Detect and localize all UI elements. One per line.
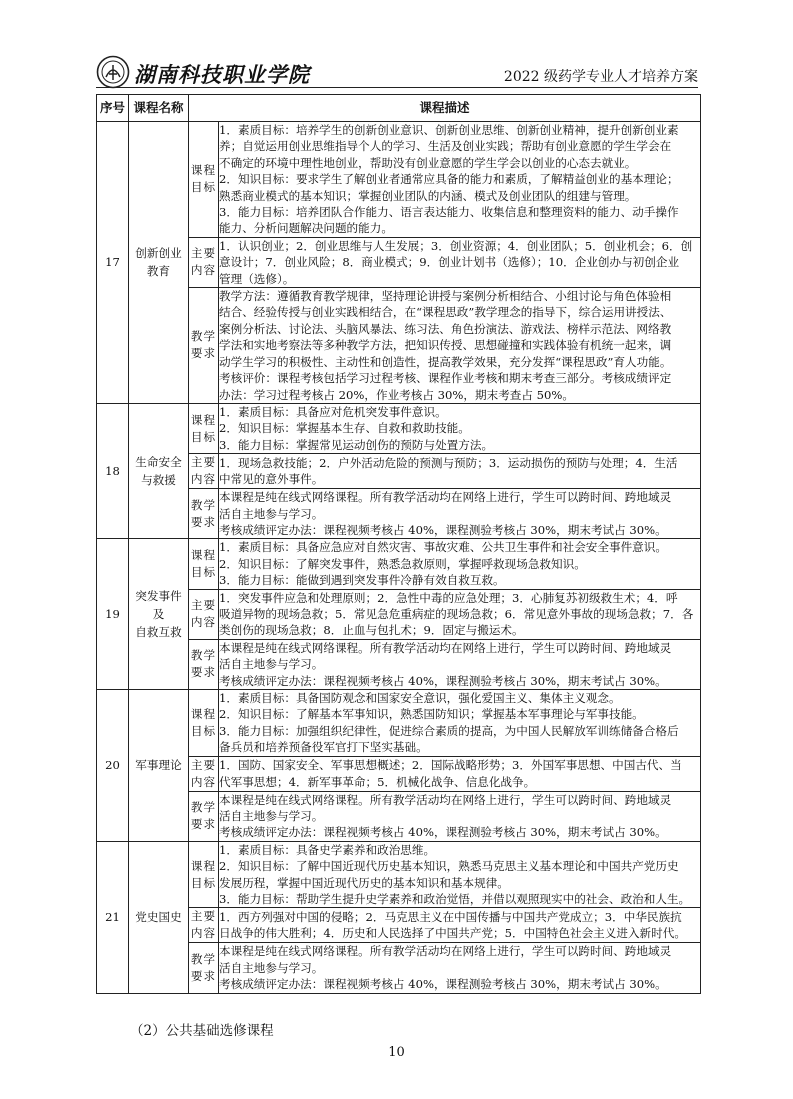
- section-label-line: 目标: [190, 180, 217, 195]
- section-label-line: 课程: [190, 858, 217, 873]
- description-line: 考核成绩评定办法：课程视频考核占 40%，课程测验考核占 30%，期末考试占 30%。: [219, 522, 667, 537]
- section-label-line: 要求: [190, 665, 217, 680]
- description-line: 发展历程，掌握中国近现代历史的基本知识和基本规律。: [219, 875, 509, 890]
- section-label-line: 主要: [190, 757, 217, 772]
- header-course-name: 课程名称: [129, 95, 189, 122]
- section-label: [189, 756, 219, 791]
- section-label: [189, 489, 219, 539]
- description-line: 活自主地参与学习。: [219, 960, 324, 975]
- description-line: 备兵员和培养预备役军官打下坚实基础。: [219, 740, 428, 755]
- course-name-line: 党史国史: [135, 910, 182, 925]
- section-description: [219, 489, 701, 539]
- section-label-line: 目标: [190, 429, 217, 444]
- description-line: 管理（选修）。: [219, 271, 295, 286]
- school-name: 湖南科技职业学院: [134, 62, 310, 87]
- section-label: [189, 639, 219, 689]
- description-line: 教学方法：遵循教育教学规律，坚持理论讲授与案例分析相结合、小组讨论与角色体验相: [219, 289, 672, 304]
- course-name: [129, 690, 189, 842]
- course-name-line: 生命安全: [135, 455, 182, 470]
- description-line: 2．知识目标：了解中国近现代历史基本知识，熟悉马克思主义基本理论和中国共产党历史: [219, 859, 679, 874]
- section-description: [219, 237, 701, 287]
- section-label-line: 教学: [190, 648, 217, 663]
- description-line: 案例分析法、讨论法、头脑风暴法、练习法、角色扮演法、游戏法、榜样示范法、网络教: [219, 321, 672, 336]
- description-line: 本课程是纯在线式网络课程。所有教学活动均在网络上进行，学生可以跨时间、跨地域灵: [219, 490, 672, 505]
- description-line: 3．能力目标：掌握常见运动创伤的预防与处置方法。: [219, 437, 494, 452]
- description-line: 1．现场急救技能；2．户外活动危险的预测与预防；3．运动损伤的预防与处理；4．生活: [219, 455, 678, 470]
- description-line: 3．能力目标：加强组织纪律性，促进综合素质的提高，为中国人民解放军训练储备合格后: [219, 723, 679, 738]
- description-line: 代军事思想；4．新军事革命；5．机械化战争、信息化战争。: [219, 774, 536, 789]
- course-name-line: 及: [152, 607, 165, 622]
- section-description: [219, 454, 701, 489]
- page-header: [96, 55, 698, 89]
- description-line: 熟悉商业模式的基本知识；掌握创业团队的内涵、模式及创业团队的组建与管理。: [219, 188, 637, 203]
- course-number: 18: [97, 403, 129, 538]
- course-name-line: 自救互救: [135, 625, 182, 640]
- course-name-line: 突发事件: [135, 589, 182, 604]
- page-number: 10: [388, 1045, 405, 1060]
- course-name: [129, 122, 189, 404]
- description-line: 考核成绩评定办法：课程视频考核占 40%，课程测验考核占 30%，期末考试占 30%。: [219, 825, 667, 840]
- description-line: 1．素质目标：培养学生的创新创业意识、创新创业思维、创新创业精神，提升创新创业素: [219, 123, 679, 137]
- section-label-line: 目标: [190, 875, 217, 890]
- document-title: 2022 级药学专业人才培养方案: [503, 69, 698, 85]
- description-line: 考核成绩评定办法：课程视频考核占 40%，课程测验考核占 30%，期末考试占 30%。: [219, 977, 667, 992]
- course-number: 21: [97, 841, 129, 993]
- section-description: [219, 539, 701, 589]
- description-line: 养；自觉运用创业思维指导个人的学习、生活及创业实践；帮助有创业意愿的学生学会在: [219, 139, 672, 154]
- description-line: 结合、经验传授与创业实践相结合，在“课程思政”教学理念的指导下，综合运用讲授法、: [219, 305, 672, 320]
- description-line: 办法：学习过程考核占 20%，作业考核占 30%，期末考查占 50%。: [219, 387, 575, 402]
- description-line: 日战争的伟大胜利；4．历史和人民选择了中国共产党；5．中国特色社会主义进入新时代。: [219, 926, 686, 941]
- section-label: [189, 841, 219, 908]
- section-description: [219, 908, 701, 943]
- description-line: 3．能力目标：培养团队合作能力、语言表达能力、收集信息和整理资料的能力、动手操作: [219, 205, 679, 220]
- section-label: [189, 454, 219, 489]
- table-row: [97, 403, 701, 453]
- course-number: 17: [97, 122, 129, 404]
- description-line: 3．能力目标：能做到遇到突发事件冷静有效自救互救。: [219, 573, 505, 588]
- section-label-line: 内容: [190, 263, 217, 278]
- section-label-line: 内容: [190, 615, 217, 630]
- course-name: [129, 403, 189, 538]
- table-row: [97, 841, 701, 908]
- section-label: [189, 237, 219, 287]
- section-label-line: 主要: [190, 246, 217, 261]
- section-label-line: 要求: [190, 817, 217, 832]
- section-label-line: 教学: [190, 329, 217, 344]
- section-label-line: 教学: [190, 800, 217, 815]
- section-heading: （2）公共基础选修课程: [130, 1023, 274, 1039]
- course-name-line: 军事理论: [135, 758, 182, 773]
- description-line: 不确定的环境中理性地创业，帮助没有创业意愿的学生学会以创业的心态去就业。: [219, 155, 637, 170]
- table-row: [97, 690, 701, 757]
- section-description: [219, 690, 701, 757]
- section-description: [219, 943, 701, 993]
- course-name-line: 与救援: [141, 473, 176, 488]
- section-label: [189, 943, 219, 993]
- header-num: 序号: [97, 95, 129, 122]
- description-line: 类创伤的现场急救；8．止血与包扎术；9．固定与搬运术。: [219, 623, 524, 638]
- section-label-line: 目标: [190, 564, 217, 579]
- course-name-line: 教育: [146, 264, 171, 279]
- description-line: 1．素质目标：具备应对危机突发事件意识。: [219, 404, 447, 419]
- course-name-line: 创新创业: [135, 246, 182, 261]
- section-label-line: 主要: [190, 909, 217, 924]
- section-label-line: 内容: [190, 926, 217, 941]
- description-line: 能力、分析问题解决问题的能力。: [219, 221, 393, 236]
- section-label-line: 要求: [190, 514, 217, 529]
- section-label: [189, 589, 219, 639]
- section-description: [219, 122, 701, 238]
- section-description: [219, 791, 701, 841]
- table-row: [97, 122, 701, 238]
- description-line: 吸道异物的现场急救；5．常见急危重病症的现场急救；6．常见意外事故的现场急救；7．各: [219, 606, 694, 621]
- description-line: 活自主地参与学习。: [219, 506, 324, 521]
- description-line: 1．国防、国家安全、军事思想概述；2．国际战略形势；3．外国军事思想、中国古代、当: [219, 758, 682, 773]
- section-label-line: 课程: [190, 163, 217, 178]
- section-label-line: 教学: [190, 497, 217, 512]
- description-line: 2．知识目标：了解基本军事知识，熟悉国防知识；掌握基本军事理论与军事技能。: [219, 707, 644, 722]
- description-line: 考核评价：课程考核包括学习过程考核、课程作业考核和期末考查三部分。考核成绩评定: [219, 371, 672, 386]
- description-line: 2．知识目标：了解突发事件，熟悉急救原则，掌握呼救现场急救知识。: [219, 556, 586, 571]
- description-line: 学法和实地考察法等多种教学方法，把知识传授、思想碰撞和实践体验有机统一起来，调: [219, 338, 672, 353]
- section-label-line: 教学: [190, 952, 217, 967]
- section-label: [189, 539, 219, 589]
- course-number: 19: [97, 539, 129, 690]
- section-label: [189, 791, 219, 841]
- section-label: [189, 288, 219, 404]
- course-table: [96, 94, 701, 994]
- description-line: 3．能力目标：帮助学生提升史学素养和政治觉悟，并借以观照现实中的社会、政治和人生。: [219, 892, 691, 907]
- header-course-desc: 课程描述: [189, 95, 701, 122]
- description-line: 1．认识创业；2．创业思维与人生发展；3．创业资源；4．创业团队；5．创业机会；6．创: [219, 238, 693, 253]
- school-logo-icon: [96, 55, 130, 89]
- section-label: [189, 403, 219, 453]
- section-label-line: 课程: [190, 547, 217, 562]
- section-label-line: 要求: [190, 969, 217, 984]
- description-line: 活自主地参与学习。: [219, 657, 324, 672]
- section-description: [219, 589, 701, 639]
- header-divider: [96, 87, 698, 88]
- section-label: [189, 690, 219, 757]
- description-line: 意设计；7．创业风险；8．商业模式；9．创业计划书（选修）；10．企业创办与初创企业: [219, 255, 680, 270]
- course-name: [129, 841, 189, 993]
- table-header-row: [97, 95, 701, 122]
- description-line: 活自主地参与学习。: [219, 809, 324, 824]
- description-line: 2．知识目标：掌握基本生存、自救和救助技能。: [219, 421, 470, 436]
- section-label-line: 主要: [190, 598, 217, 613]
- section-label-line: 要求: [190, 346, 217, 361]
- table-row: [97, 539, 701, 589]
- section-description: [219, 403, 701, 453]
- section-label-line: 内容: [190, 472, 217, 487]
- section-description: [219, 841, 701, 908]
- description-line: 本课程是纯在线式网络课程。所有教学活动均在网络上进行，学生可以跨时间、跨地域灵: [219, 792, 672, 807]
- section-label-line: 目标: [190, 723, 217, 738]
- section-label: [189, 122, 219, 238]
- description-line: 本课程是纯在线式网络课程。所有教学活动均在网络上进行，学生可以跨时间、跨地域灵: [219, 944, 672, 959]
- description-line: 中常见的意外事件。: [219, 472, 324, 487]
- section-label-line: 课程: [190, 706, 217, 721]
- description-line: 1．素质目标：具备史学素养和政治思维。: [219, 842, 436, 857]
- section-description: [219, 288, 701, 404]
- course-name: [129, 539, 189, 690]
- description-line: 1．突发事件应急和处理原则；2．急性中毒的应急处理；3．心肺复苏初级救生术；4．呼: [219, 590, 678, 605]
- course-number: 20: [97, 690, 129, 842]
- description-line: 2．知识目标：要求学生了解创业者通常应具备的能力和素质，了解精益创业的基本理论；: [219, 172, 679, 187]
- section-label: [189, 908, 219, 943]
- description-line: 1．素质目标：具备应急应对自然灾害、事故灾难、公共卫生事件和社会安全事件意识。: [219, 540, 667, 555]
- description-line: 本课程是纯在线式网络课程。所有教学活动均在网络上进行，学生可以跨时间、跨地域灵: [219, 640, 672, 655]
- section-description: [219, 756, 701, 791]
- description-line: 考核成绩评定办法：课程视频考核占 40%，课程测验考核占 30%，期末考试占 30%。: [219, 673, 667, 688]
- section-label-line: 内容: [190, 774, 217, 789]
- section-label-line: 课程: [190, 412, 217, 427]
- description-line: 动学生学习的积极性、主动性和创造性，提高教学效果，充分发挥“课程思政”育人功能。: [219, 354, 672, 369]
- section-label-line: 主要: [190, 455, 217, 470]
- description-line: 1．素质目标：具备国防观念和国家安全意识，强化爱国主义、集体主义观念。: [219, 691, 621, 705]
- description-line: 1．西方列强对中国的侵略；2．马克思主义在中国传播与中国共产党成立；3．中华民族抗: [219, 910, 682, 925]
- section-description: [219, 639, 701, 689]
